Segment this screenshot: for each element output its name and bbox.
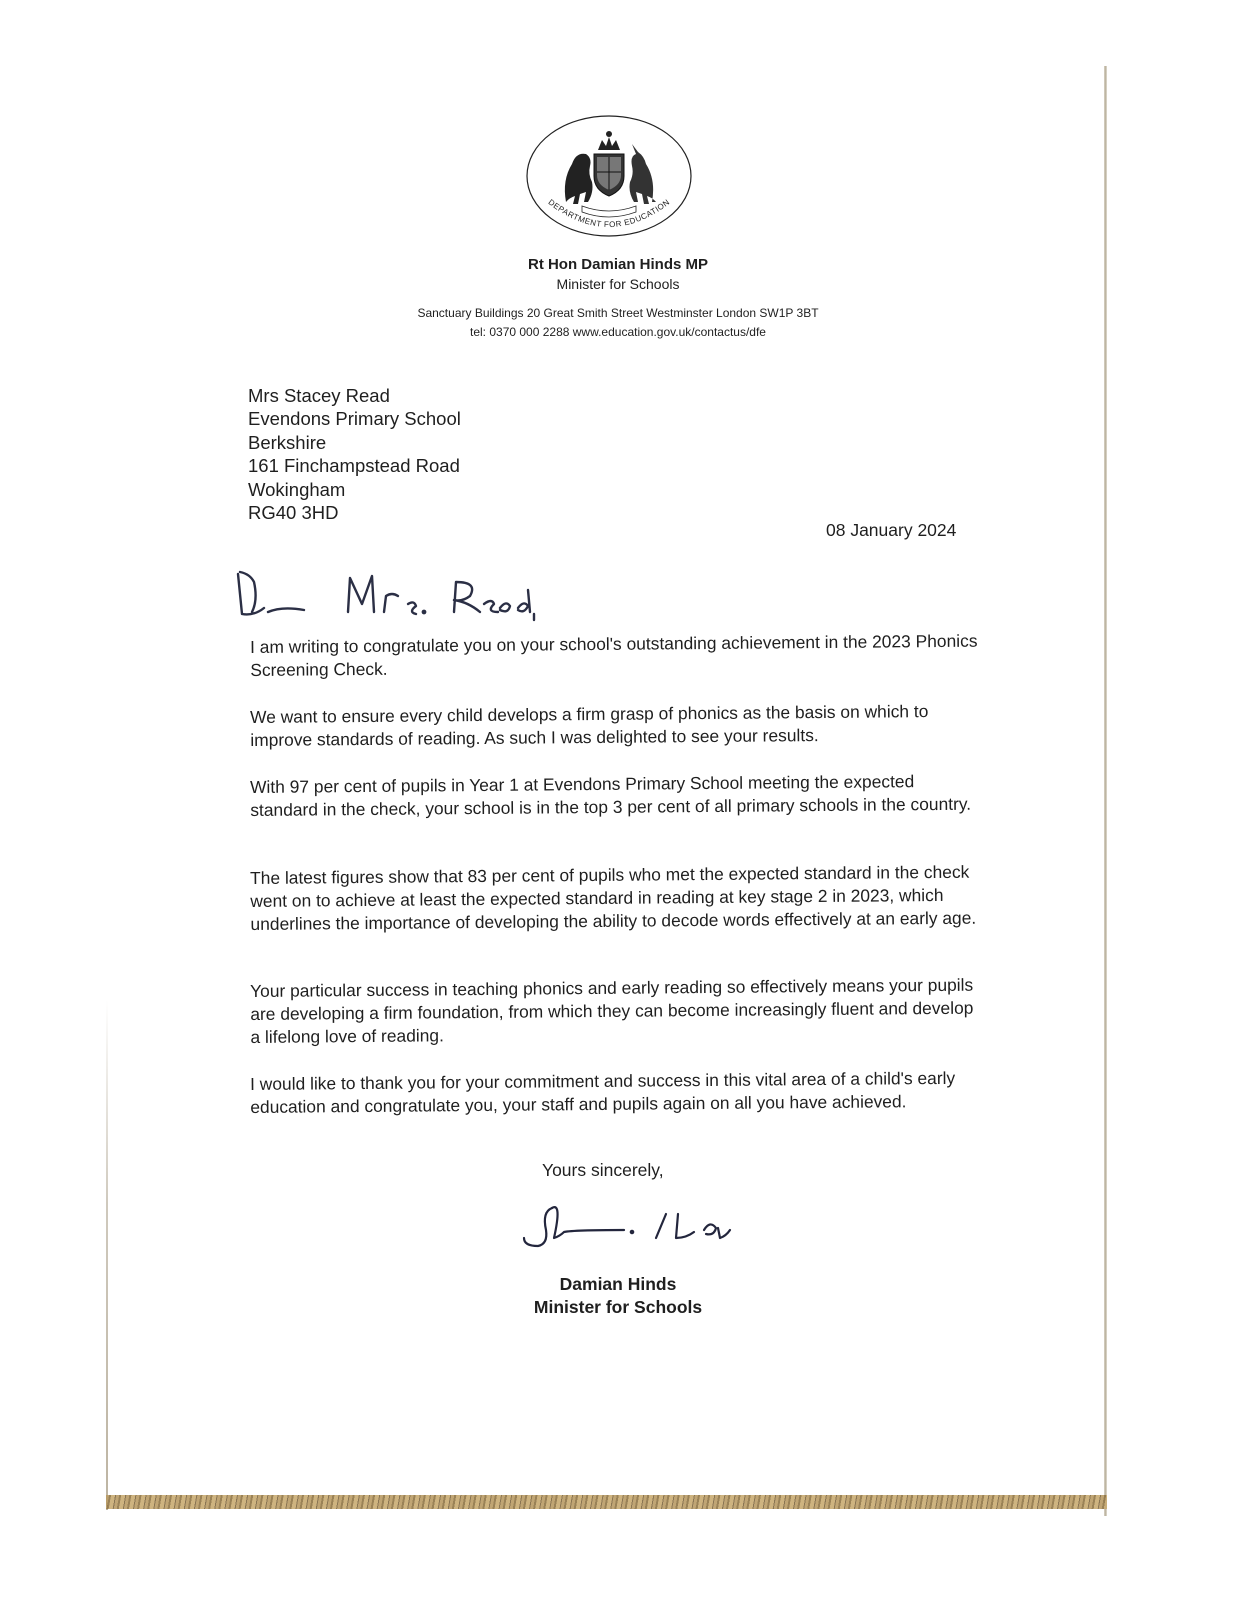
handwritten-salutation [232,560,552,630]
department-contact: tel: 0370 000 2288 www.education.gov.uk/contactus/dfe [470,325,766,339]
letter-date: 08 January 2024 [826,520,957,540]
letter-paragraph: Your particular success in teaching phonics and early reading so effectively means your pupils are developing a firm foundation, from which they can become increasingly fluent and develop a lifelong love of reading. [250,974,974,1047]
letter-paragraph: I am writing to congratulate you on your school's outstanding achievement in the 2023 Phonics Screening Check. [250,630,978,680]
recipient-line: Mrs Stacey Read [248,385,390,406]
minister-title: Minister for Schools [556,276,680,292]
recipient-line: 161 Finchampstead Road [248,455,460,477]
recipient-line: Wokingham [248,478,346,500]
table-surface [106,1495,1107,1509]
svg-text:DEPARTMENT FOR EDUCATION: DEPARTMENT FOR EDUCATION [546,197,672,230]
royal-crest-logo [524,114,694,242]
handwritten-signature [506,1190,766,1260]
letter-paragraph: We want to ensure every child develops a firm grasp of phonics as the basis on which to improve standards of reading. As such I was delighted to see your results. [250,701,929,750]
page-edge-left [106,1000,108,1510]
letter-paragraph: The latest figures show that 83 per cent of pupils who met the expected standard in the check went on to achieve at least the expected standard in reading at key stage 2 in 2023, which underlines the importance of developing the ability to decode words effectively at an early age. [250,861,977,934]
minister-name: Rt Hon Damian Hinds MP [527,256,708,273]
letter-paragraph: I would like to thank you for your commitment and success in this vital area of a child's early education and congratulate you, your staff and pupils again on all you have achieved. [250,1067,956,1117]
letter-paragraph: With 97 per cent of pupils in Year 1 at Evendons Primary School meeting the expected standard in the check, your school is in the top 3 per cent of all primary schools in the country. [250,771,972,820]
recipient-line: Berkshire [248,431,327,453]
signer-name: Damian Hinds [559,1274,677,1294]
department-address: Sanctuary Buildings 20 Great Smith Street Westminster London SW1P 3BT [417,306,819,320]
recipient-address [248,384,461,524]
recipient-line: RG40 3HD [248,502,339,524]
recipient-line: Evendons Primary School [248,408,461,430]
signer-title: Minister for Schools [533,1297,703,1317]
sign-off: Yours sincerely, [542,1160,664,1180]
